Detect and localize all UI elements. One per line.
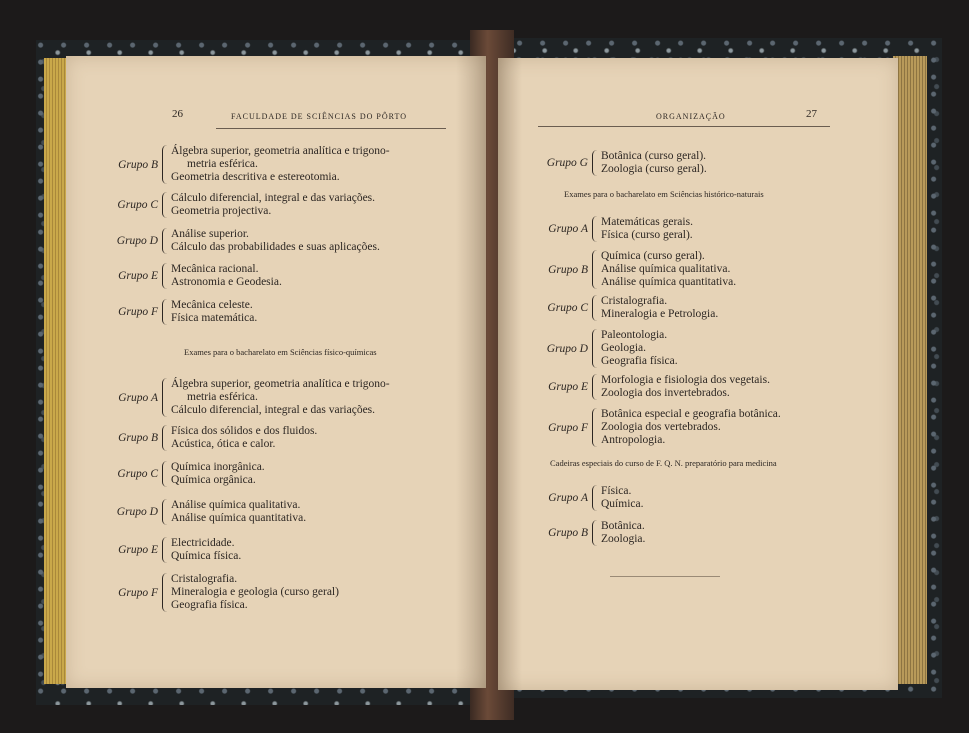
subject-line: Mineralogia e Petrologia. [601,308,719,320]
brace [162,192,167,218]
subject-line: Álgebra superior, geometria analítica e trigono- [171,378,390,390]
gutter-shadow [456,56,486,688]
group-block [538,150,707,176]
group-block [108,192,375,218]
group-block [538,485,643,511]
subject-line: Análise química quantitativa. [601,276,737,288]
group-label: Grupo F [118,586,158,599]
group-block [538,408,781,447]
subject-line: Cristalografia. [601,295,668,307]
group-block [108,378,390,417]
page-number: 27 [806,108,817,120]
group-label: Grupo B [548,263,588,276]
header-rule [538,126,830,127]
group-block [108,228,380,254]
brace [592,485,597,511]
subject-line: Geometria descritiva e estereotomia. [171,171,340,183]
group-label: Grupo B [118,158,158,171]
group-block [108,145,390,184]
subject-line: Cristalografia. [171,573,238,585]
running-header: FACULDADE DE SCIÊNCIAS DO PÔRTO [231,112,408,121]
subject-line: Análise superior. [171,228,249,240]
subject-line: Física. [601,485,632,497]
group-block [538,250,736,289]
group-block [108,537,241,563]
group-label: Grupo E [118,544,158,556]
gutter-shadow [498,58,522,690]
page-number: 26 [172,108,183,120]
running-header: ORGANIZAÇÃO [656,112,726,121]
group-label: Grupo F [548,421,588,434]
brace [162,499,167,525]
subject-line: Mecânica celeste. [171,299,253,311]
brace [592,408,597,447]
group-label: Grupo A [548,223,588,235]
group-label: Grupo A [548,492,588,504]
group-block [108,461,265,487]
subject-line: Cálculo das probabilidades e suas aplicações. [171,241,380,253]
group-label: Grupo D [116,235,158,247]
subject-line: Zoologia. [601,533,646,545]
subject-line: Electricidade. [171,537,235,549]
left-page [66,56,486,688]
group-block [538,216,693,242]
subject-line: metria esférica. [187,158,258,170]
brace [162,378,167,417]
brace [592,520,597,546]
group-block [538,329,678,368]
subject-line: Antropologia. [601,434,666,446]
group-label: Grupo D [116,506,158,518]
group-label: Grupo C [117,199,158,211]
brace [592,216,597,242]
subject-line: Química orgânica. [171,474,256,486]
subject-line: Química inorgânica. [171,461,265,473]
subject-line: Geometria projectiva. [171,205,272,217]
group-label: Grupo C [547,302,588,314]
subject-line: Botânica especial e geografia botânica. [601,408,781,420]
subject-line: Mineralogia e geologia (curso geral) [171,586,339,598]
page-edges-right [893,56,927,684]
subject-line: Física matemática. [171,312,258,324]
subject-line: Botânica (curso geral). [601,150,707,162]
subject-line: Análise química quantitativa. [171,512,307,524]
brace [162,537,167,563]
subject-line: metria esférica. [187,391,258,403]
subject-line: Cálculo diferencial, integral e das variações. [171,404,376,416]
group-block [108,299,257,325]
brace [162,461,167,487]
right-page [498,58,898,690]
subject-line: Morfologia e fisiologia dos vegetais. [601,374,770,386]
section-title: Exames para o bacharelato em Sciências histórico-naturais [564,189,764,199]
brace [592,250,597,289]
subject-line: Física dos sólidos e dos fluidos. [171,425,318,437]
brace [162,573,167,612]
group-block [108,425,317,451]
subject-line: Cálculo diferencial, integral e das variações. [171,192,376,204]
subject-line: Física (curso geral). [601,229,693,241]
brace [162,263,167,289]
subject-line: Análise química qualitativa. [171,499,301,511]
brace [592,150,597,176]
subject-line: Química. [601,498,644,510]
subject-line: Acústica, ótica e calor. [171,438,276,450]
group-label: Grupo A [118,391,158,404]
subject-line: Geografia física. [171,599,248,611]
group-block [108,499,306,525]
subject-line: Matemáticas gerais. [601,216,693,228]
brace [162,145,167,184]
group-label: Grupo B [548,527,588,539]
group-label: Grupo G [546,157,588,169]
subject-line: Paleontologia. [601,329,668,341]
group-block [108,263,282,289]
subject-line: Zoologia (curso geral). [601,163,707,175]
group-label: Grupo C [117,468,158,480]
header-rule [216,128,446,129]
end-rule [610,576,720,577]
brace [162,228,167,254]
subject-line: Astronomia e Geodesia. [171,276,282,288]
brace [592,329,597,368]
subject-line: Álgebra superior, geometria analítica e trigono- [171,145,390,157]
group-label: Grupo E [118,270,158,282]
group-block [538,520,645,546]
group-label: Grupo D [546,342,588,355]
subject-line: Química (curso geral). [601,250,705,262]
subject-line: Mecânica racional. [171,263,259,275]
section-title: Exames para o bacharelato em Sciências físico-químicas [184,347,377,357]
group-block [538,374,770,400]
subject-line: Química física. [171,550,242,562]
subject-line: Geografia física. [601,355,678,367]
group-block [538,295,718,321]
group-block [108,573,339,612]
brace [592,295,597,321]
brace [162,299,167,325]
group-label: Grupo F [118,306,158,318]
subject-line: Geologia. [601,342,647,354]
group-label: Grupo E [548,381,588,393]
section-title: Cadeiras especiais do curso de F. Q. N. preparatório para medicina [550,458,777,468]
subject-line: Zoologia dos invertebrados. [601,387,730,399]
subject-line: Zoologia dos vertebrados. [601,421,721,433]
group-label: Grupo B [118,432,158,444]
subject-line: Botânica. [601,520,645,532]
subject-line: Análise química qualitativa. [601,263,731,275]
brace [592,374,597,400]
brace [162,425,167,451]
